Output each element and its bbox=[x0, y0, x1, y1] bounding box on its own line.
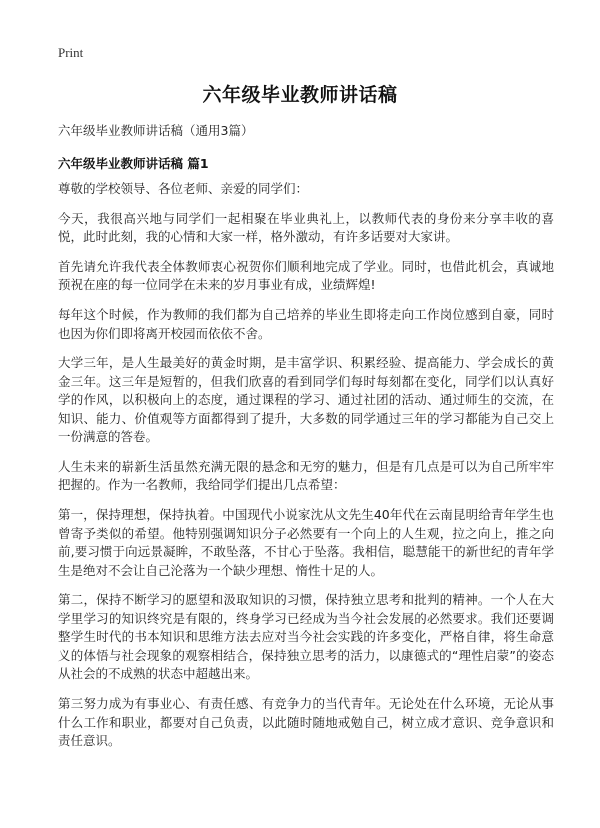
paragraph: 第一，保持理想，保持执着。中国现代小说家沈从文先生40年代在云南昆明给青年学生也曾寄予类似的希望。他特别强调知识分子必然要有一个向上的人生观，拉之向上，推之向前,要习惯于向远景凝眸，不敢坠落，不甘心于坠落。我相信，聪慧能干的新世纪的青年学生是绝对不会让自己沦落为一个缺少理想、惰性十足的人。 bbox=[58, 507, 554, 578]
paragraph: 首先请允许我代表全体教师衷心祝贺你们顺利地完成了学业。同时，也借此机会，真诚地预祝在座的每一位同学在未来的岁月事业有成，业绩辉煌! bbox=[58, 258, 554, 293]
paragraph: 大学三年，是人生最美好的黄金时期，是丰富学识、积累经验、提高能力、学会成长的黄金三年。这三年是短暂的，但我们欣喜的看到同学们每时每刻都在变化，同学们以认真好学的作风，以积极向上的态度，通过课程的学习、通过社团的活动、通过师生的交流，在知识、能力、价值观等方面都得到了提升，大多数的同学通过三年的学习都能为自己交上一份满意的答卷。 bbox=[58, 355, 554, 445]
section-heading: 六年级毕业教师讲话稿 篇1 bbox=[58, 156, 209, 171]
paragraph: 今天，我很高兴地与同学们一起相聚在毕业典礼上，以教师代表的身份来分享丰收的喜悦，此时此刻，我的心情和大家一样，格外激动，有许多话要对大家讲。 bbox=[58, 210, 554, 245]
paragraph-salutation: 尊敬的学校领导、各位老师、亲爱的同学们： bbox=[58, 181, 309, 196]
paragraph: 第三努力成为有事业心、有责任感、有竞争力的当代青年。无论处在什么环境，无论从事什么工作和职业，都要对自己负责，以此随时随地戒勉自己，树立成才意识、竞争意识和责任意识。 bbox=[58, 696, 554, 748]
document-title: 六年级毕业教师讲话稿 bbox=[202, 84, 398, 106]
paragraph: 每年这个时候，作为教师的我们都为自己培养的毕业生即将走向工作岗位感到自豪，同时也因为你们即将离开校园而依依不舍。 bbox=[58, 307, 554, 341]
paragraph: 人生未来的崭新生活虽然充满无限的悬念和无穷的魅力，但是有几点是可以为自己所牢牢把握的。作为一名教师，我给同学们提出几点希望： bbox=[58, 458, 554, 493]
print-link[interactable]: Print bbox=[58, 45, 84, 60]
paragraph: 第二，保持不断学习的愿望和汲取知识的习惯，保持独立思考和批判的精神。一个人在大学里学习的知识终究是有限的，终身学习已经成为当今社会发展的必然要求。我们还要调整学生时代的书本知识和思维方法去应对当今社会实践的许多变化，严格自律，将生命意义的体悟与社会现象的观察相结合，保持独立思考的活力，以康德式的“理性启蒙”的姿态从社会的不成熟的状态中超越出来。 bbox=[58, 592, 554, 682]
document-body bbox=[58, 180, 554, 762]
document-subtitle: 六年级毕业教师讲话稿（通用3篇） bbox=[58, 123, 254, 138]
